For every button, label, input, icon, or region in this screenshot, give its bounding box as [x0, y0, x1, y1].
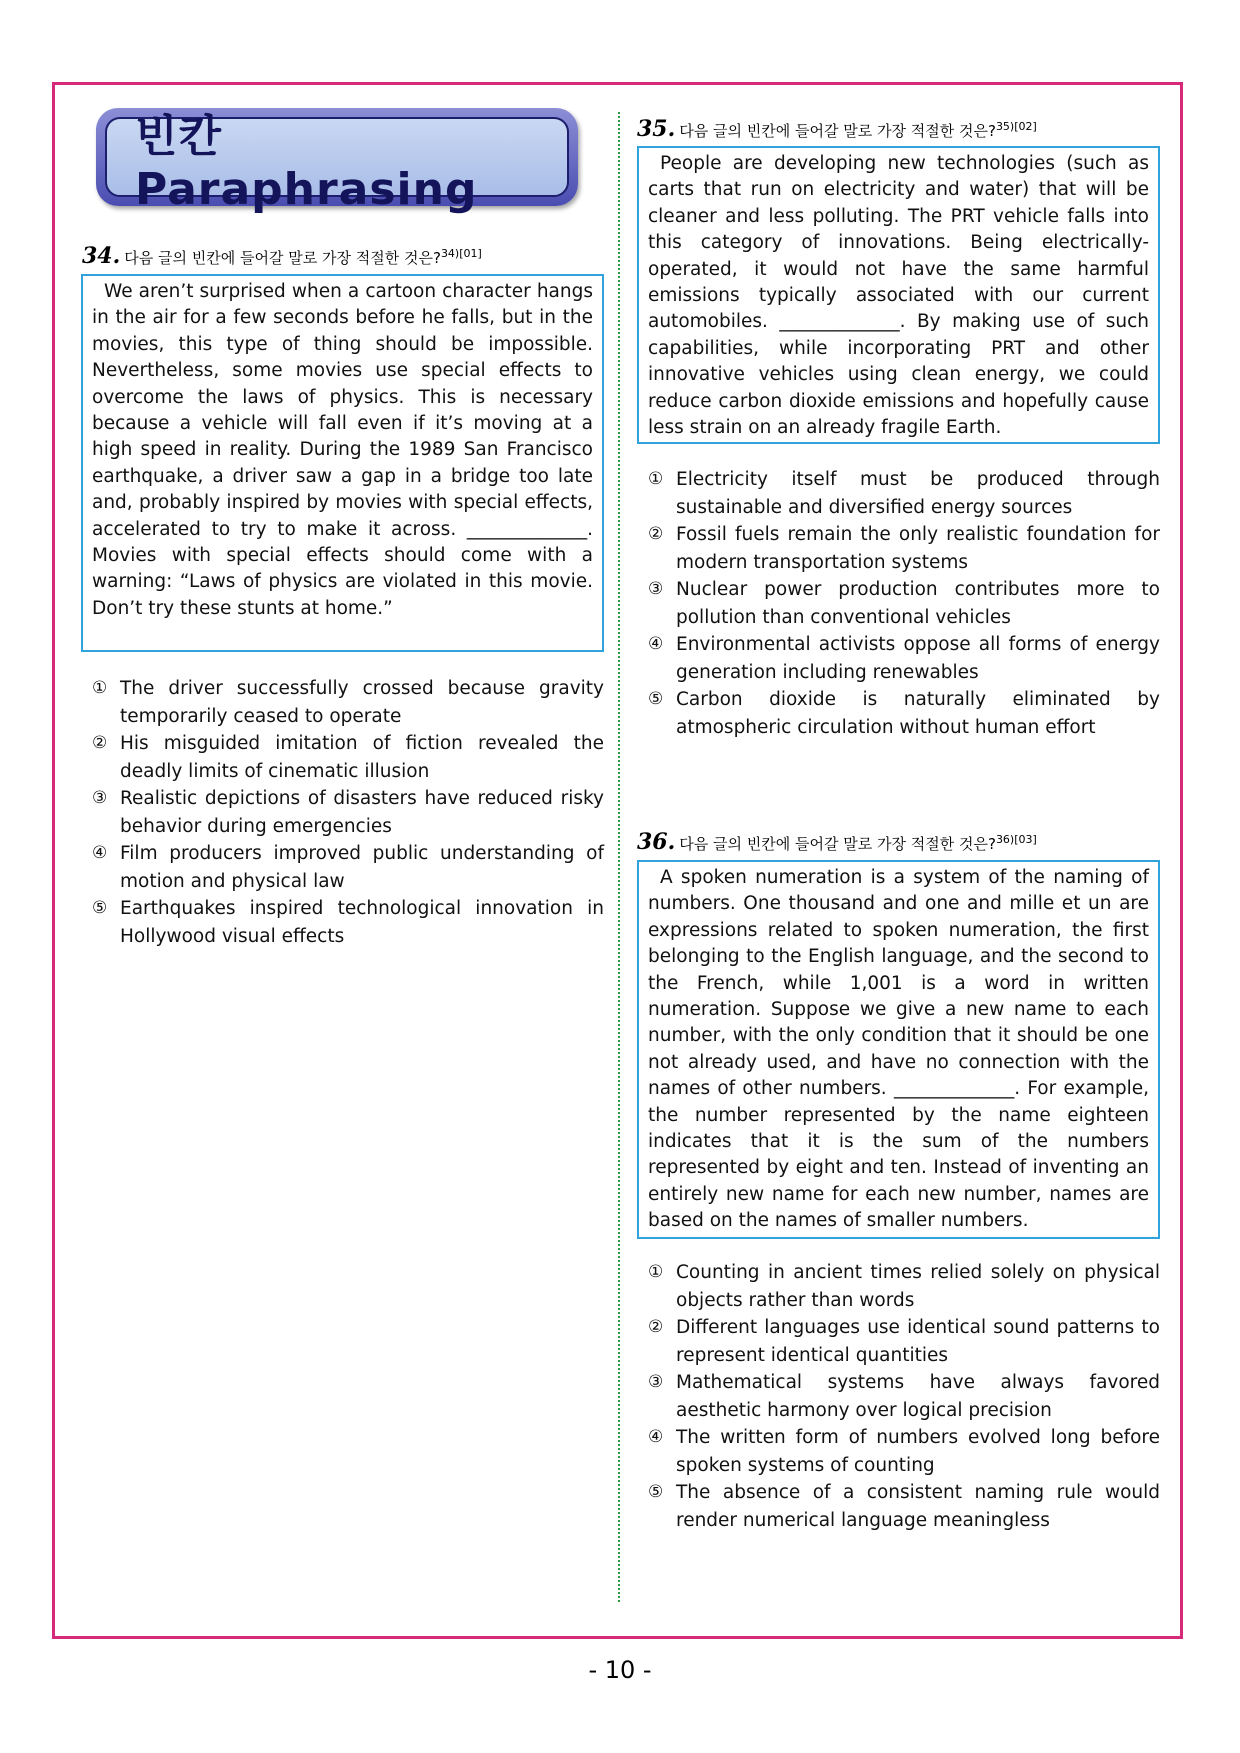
choice-text: Mathematical systems have always favored aesthetic harmony over logical precision	[676, 1372, 1160, 1421]
section-title-banner	[96, 108, 578, 215]
choice-5[interactable]	[648, 686, 1160, 741]
page-number: - 10 -	[588, 1656, 652, 1684]
choice-2[interactable]	[648, 1314, 1160, 1369]
choice-number: ①	[648, 469, 664, 489]
question-prompt: 다음 글의 빈칸에 들어갈 말로 가장 적절한 것은?	[679, 835, 996, 853]
question-ref: 36)[03]	[995, 833, 1037, 846]
choice-number: ④	[648, 1427, 664, 1447]
section-title: 빈칸 Paraphrasing	[135, 110, 478, 215]
choice-number: ②	[648, 524, 664, 544]
choice-5[interactable]	[92, 895, 604, 950]
question-number: 36.	[637, 829, 676, 855]
choice-text: Film producers improved public understanding of motion and physical law	[120, 843, 604, 892]
choice-1[interactable]	[648, 1259, 1160, 1314]
question-34-header	[82, 243, 482, 269]
choice-4[interactable]	[92, 840, 604, 895]
question-ref: 34)[01]	[440, 247, 482, 260]
choice-number: ①	[648, 1262, 664, 1282]
choice-text: Fossil fuels remain the only realistic foundation for modern transportation systems	[676, 524, 1160, 573]
choice-number: ②	[648, 1317, 664, 1337]
question-prompt: 다음 글의 빈칸에 들어갈 말로 가장 적절한 것은?	[124, 249, 441, 267]
section-title-inner	[105, 110, 569, 215]
question-35-passage	[637, 146, 1160, 444]
choice-number: ④	[648, 634, 664, 654]
choice-1[interactable]	[648, 466, 1160, 521]
choice-text: Electricity itself must be produced through sustainable and diversified energy sources	[676, 469, 1160, 518]
question-prompt: 다음 글의 빈칸에 들어갈 말로 가장 적절한 것은?	[679, 122, 996, 140]
choice-number: ⑤	[648, 1482, 664, 1502]
choice-number: ①	[92, 678, 108, 698]
choice-1[interactable]	[92, 675, 604, 730]
choice-2[interactable]	[648, 521, 1160, 576]
choice-number: ③	[648, 1372, 664, 1392]
choice-number: ⑤	[92, 898, 108, 918]
choice-number: ③	[648, 579, 664, 599]
choice-text: Different languages use identical sound patterns to represent identical quantities	[676, 1317, 1160, 1366]
choice-text: Realistic depictions of disasters have reduced risky behavior during emergencies	[120, 788, 604, 837]
choice-3[interactable]	[92, 785, 604, 840]
passage-text: We aren’t surprised when a cartoon character hangs in the air for a few seconds before he falls, but in the movies, this type of thing should be impossible. Nevertheless, some movies use special effects to overcome the laws of physics. This is necessary because a vehicle will fall even if it’s moving at a high speed in reality. During the 1989 San Francisco earthquake, a driver saw a gap in a bridge too late and, probably inspired by movies with special effects, accelerated to try to make it across. _____________. Movies with special effects should come with a warning: “Laws of physics are violated in this movie. Don’t try these stunts at home.”	[92, 281, 593, 619]
question-36-choices	[648, 1259, 1160, 1534]
choice-3[interactable]	[648, 1369, 1160, 1424]
passage-text: A spoken numeration is a system of the naming of numbers. One thousand and one and mille et un are expressions related to spoken numeration, the first belonging to the English language, and the second to the French, while 1,001 is a word in written numeration. Suppose we give a new name to each number, with the only condition that it should be one not already used, and have no connection with the names of other numbers. _____________. For example, the number represented by the name eighteen indicates that it is the sum of the numbers represented by eight and ten. Instead of inventing an entirely new name for each new number, names are based on the names of smaller numbers.	[648, 867, 1149, 1232]
choice-4[interactable]	[648, 631, 1160, 686]
question-number: 35.	[637, 116, 676, 142]
choice-text: Nuclear power production contributes more to pollution than conventional vehicles	[676, 579, 1160, 628]
choice-number: ⑤	[648, 689, 664, 709]
question-36-passage	[637, 860, 1160, 1239]
choice-number: ④	[92, 843, 108, 863]
question-number: 34.	[82, 243, 121, 269]
question-ref: 35)[02]	[995, 120, 1037, 133]
column-divider	[618, 112, 620, 1602]
choice-text: The written form of numbers evolved long before spoken systems of counting	[676, 1427, 1160, 1476]
choice-3[interactable]	[648, 576, 1160, 631]
choice-text: Counting in ancient times relied solely on physical objects rather than words	[676, 1262, 1160, 1311]
choice-4[interactable]	[648, 1424, 1160, 1479]
choice-text: The driver successfully crossed because gravity temporarily ceased to operate	[120, 678, 604, 727]
choice-text: Environmental activists oppose all forms of energy generation including renewables	[676, 634, 1160, 683]
choice-text: Carbon dioxide is naturally eliminated by atmospheric circulation without human effort	[676, 689, 1160, 738]
choice-text: His misguided imitation of fiction revealed the deadly limits of cinematic illusion	[120, 733, 604, 782]
question-36-header	[637, 829, 1037, 855]
choice-number: ③	[92, 788, 108, 808]
question-35-choices	[648, 466, 1160, 741]
choice-text: The absence of a consistent naming rule would render numerical language meaningless	[676, 1482, 1160, 1531]
passage-text: People are developing new technologies (such as carts that run on electricity and water) that will be cleaner and less polluting. The PRT vehicle falls into this category of innovations. Being electrically-operated, it would not have the same harmful emissions typically associated with our current automobiles. _____________. By making use of such capabilities, while incorporating PRT and other innovative vehicles using clean energy, we could reduce carbon dioxide emissions and hopefully cause less strain on an already fragile Earth.	[648, 153, 1149, 439]
choice-number: ②	[92, 733, 108, 753]
choice-5[interactable]	[648, 1479, 1160, 1534]
choice-2[interactable]	[92, 730, 604, 785]
choice-text: Earthquakes inspired technological innovation in Hollywood visual effects	[120, 898, 604, 947]
question-34-choices	[92, 675, 604, 950]
question-34-passage	[81, 274, 604, 652]
question-35-header	[637, 116, 1037, 142]
